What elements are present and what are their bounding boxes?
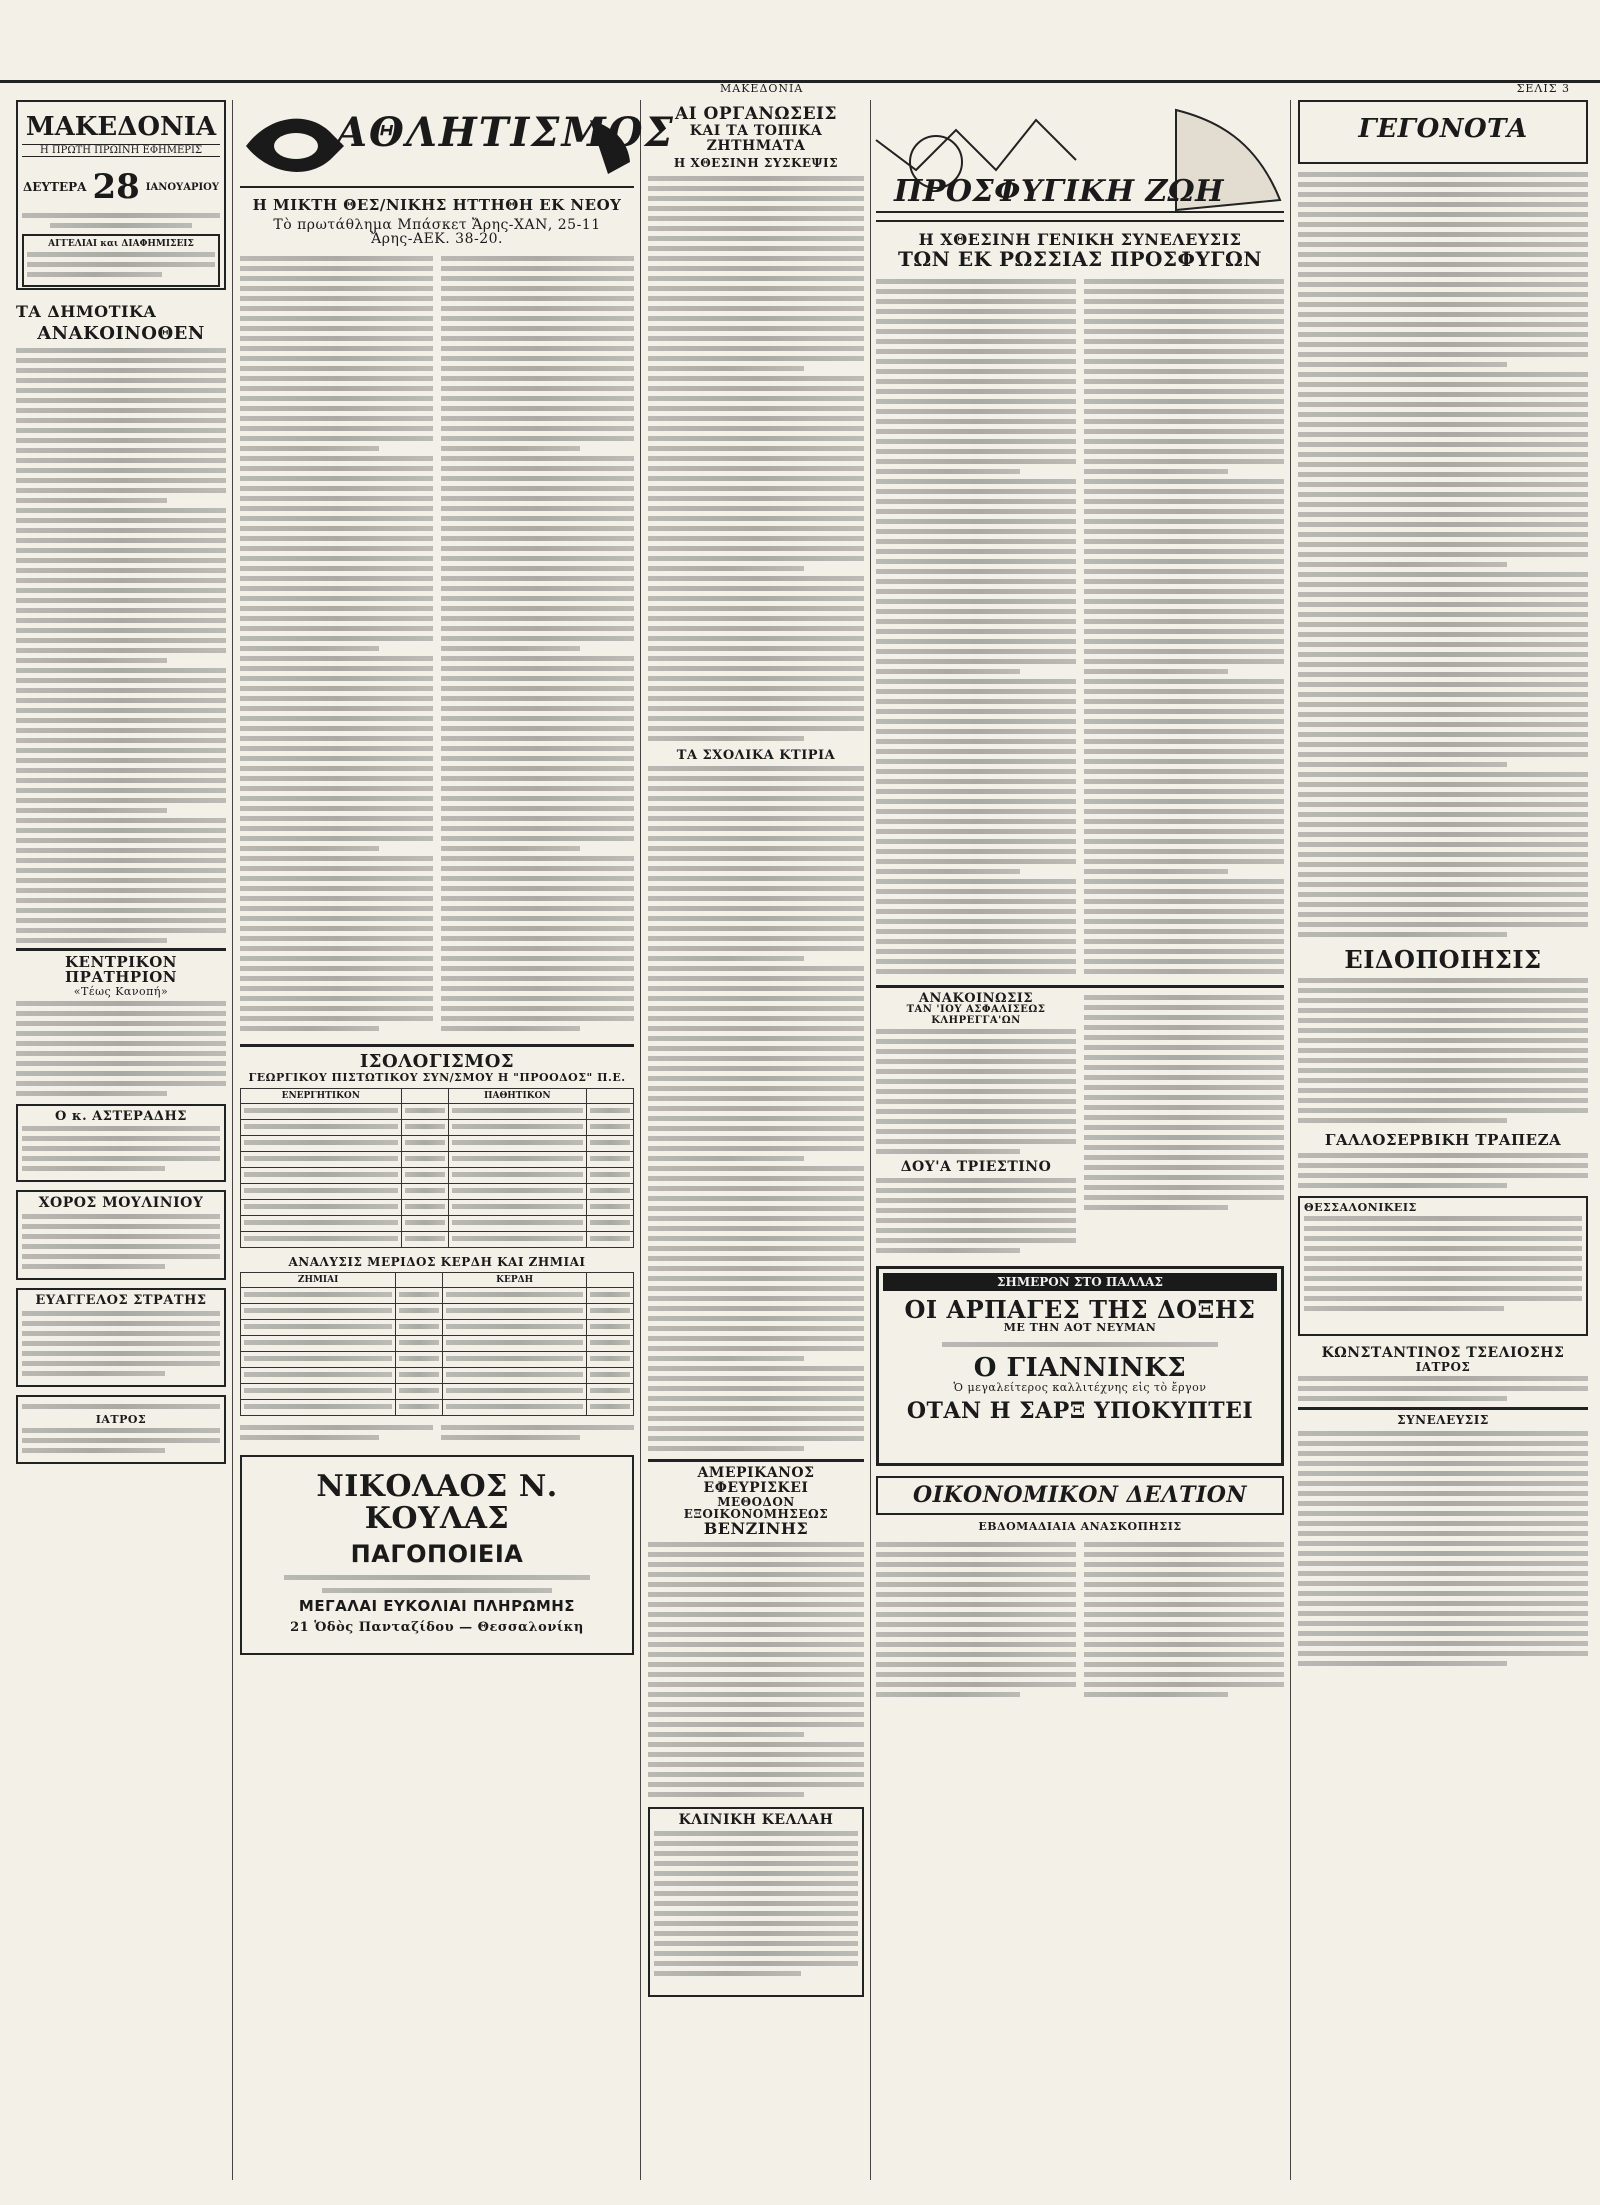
article-subheading: Τὸ πρωτάθλημα Μπάσκετ Ἄρης-ΧΑΝ, 25-11 bbox=[273, 216, 601, 233]
column-rule bbox=[640, 100, 641, 2180]
table-header: ΠΑΘΗΤΙΚΟΝ bbox=[448, 1088, 586, 1103]
column-4 bbox=[876, 100, 1284, 2180]
article-body bbox=[16, 348, 226, 943]
notice-box-title: ΘΕΣΣΑΛΟΝΙΚΕΙΣ bbox=[1304, 1200, 1417, 1214]
refugee-banner-title: ΠΡΟΣΦΥΓΙΚΗ ΖΩΗ bbox=[894, 174, 1224, 209]
doctor-ad-title: ΙΑΤΡΟΣ bbox=[1415, 1359, 1471, 1374]
article-heading: ΑΜΕΡΙΚΑΝΟΣ ΕΦΕΥΡΙΣΚΕΙ bbox=[697, 1465, 815, 1497]
cinema-ad-top: ΣΗΜΕΡΟΝ ΣΤΟ ΠΑΛΛΑΣ bbox=[883, 1273, 1277, 1291]
ad-line: ΜΕΓΑΛΑΙ ΕΥΚΟΛΙΑΙ ΠΛΗΡΩΜΗΣ bbox=[298, 1597, 576, 1616]
table-header: ΕΝΕΡΓΗΤΙΚΟΝ bbox=[241, 1088, 402, 1103]
section-heading: ΤΑ ΔΗΜΟΤΙΚΑ bbox=[16, 302, 157, 321]
sports-banner bbox=[240, 100, 675, 188]
cinema-ad-next: Ο ΓΙΑΝΝΙΝΚΣ bbox=[973, 1352, 1187, 1383]
cinema-ad-title: ΟΙ ΑΡΠΑΓΕΣ ΤΗΣ ΔΟΞΗΣ bbox=[904, 1295, 1256, 1325]
column-1 bbox=[16, 100, 226, 2180]
article-heading: ΑΙ ΟΡΓΑΝΩΣΕΙΣ bbox=[674, 104, 838, 124]
sports-banner-title: ΑΘΛΗΤΙΣΜΟΣ bbox=[336, 109, 675, 156]
ads-box: ΑΓΓΕΛΙΑΙ και ΔΙΑΦΗΜΙΣΕΙΣ bbox=[22, 234, 220, 287]
notice-heading: ΕΙΔΟΠΟΙΗΣΙΣ bbox=[1344, 945, 1542, 974]
ad-box: ΧΟΡΟΣ ΜΟΥΛΙΝΙΟΥ bbox=[16, 1190, 226, 1280]
article-heading: ΔΟΥ'Α ΤΡΙΕΣΤΙΝΟ bbox=[900, 1159, 1052, 1176]
notice-box bbox=[1298, 1196, 1588, 1336]
cinema-ad-subtitle: ΜΕ ΤΗΝ ΑΟΤ ΝΕΥΜΑΝ bbox=[1003, 1321, 1157, 1335]
article-body bbox=[876, 276, 1284, 979]
article-heading: ΑΝΑΚΟΙΝΟΘΕΝ bbox=[37, 322, 205, 344]
issue-day: ΔΕΥΤΕΡΑ bbox=[23, 180, 87, 194]
profit-loss-table bbox=[240, 1272, 634, 1416]
article-subheading: Ἄρης-ΑΕΚ. 38-20. bbox=[371, 231, 503, 248]
article-heading: ΤΑ ΣΧΟΛΙΚΑ ΚΤΙΡΙΑ bbox=[676, 747, 836, 763]
article-subheading: Η ΧΘΕΣΙΝΗ ΣΥΣΚΕΨΙΣ bbox=[673, 156, 839, 171]
news-banner-title: ΓΕΓΟΝΟΤΑ bbox=[1358, 114, 1528, 144]
masthead-box bbox=[16, 100, 226, 290]
article-body bbox=[648, 176, 864, 741]
ad-box: ΙΑΤΡΟΣ bbox=[16, 1395, 226, 1465]
ad-line: 21 Ὁδὸς Πανταζίδου — Θεσσαλονίκη bbox=[290, 1620, 584, 1636]
cinema-ad-note: Ὁ μεγαλείτερος καλλιτέχνης εἰς τὸ ἔργον bbox=[953, 1381, 1207, 1395]
refugee-banner bbox=[876, 100, 1284, 222]
ad-title: ΚΛΙΝΙΚΗ ΚΕΛΛΑΗ bbox=[678, 1811, 834, 1828]
article-heading: Η ΜΙΚΤΗ ΘΕΣ/ΝΙΚΗΣ ΗΤΤΗΘΗ ΕΚ ΝΕΟΥ bbox=[252, 196, 622, 214]
column-rule bbox=[1290, 100, 1291, 2180]
article-subheading: ΕΒΔΟΜΑΔΙΑΙΑ ΑΝΑΣΚΟΠΗΣΙΣ bbox=[978, 1520, 1182, 1534]
column-rule bbox=[232, 100, 233, 2180]
table-header: ΚΕΡΔΗ bbox=[443, 1273, 587, 1288]
paper-title: ΜΑΚΕΔΟΝΙΑ bbox=[25, 112, 217, 142]
news-banner bbox=[1298, 100, 1588, 164]
cinema-ad-feature: ΟΤΑΝ Η ΣΑΡΞ ΥΠΟΚΥΠΤΕΙ bbox=[906, 1397, 1254, 1424]
clinic-ad bbox=[648, 1807, 864, 1997]
column-5 bbox=[1298, 100, 1588, 2180]
article-body bbox=[648, 1542, 864, 1797]
issue-date: 28 bbox=[92, 167, 140, 207]
ad-line: ΠΑΓΟΠΟΙΕΙΑ bbox=[350, 1540, 524, 1569]
ad-box: ΕΥΑΓΓΕΛΟΣ ΣΤΡΑΤΗΣ bbox=[16, 1288, 226, 1387]
balance-sheet-subtitle: ΓΕΩΡΓΙΚΟΥ ΠΙΣΤΩΤΙΚΟΥ ΣΥΝ/ΣΜΟΥ Η "ΠΡΟΟΔΟΣ" Π.Ε. bbox=[248, 1071, 626, 1085]
article-body bbox=[648, 766, 864, 1451]
ad-subheading: «Τέως Κανοπή» bbox=[73, 985, 169, 999]
table-header: ΖΗΜΙΑΙ bbox=[241, 1273, 396, 1288]
issue-month: ΙΑΝΟΥΑΡΙΟΥ bbox=[145, 181, 219, 193]
article-heading: Η ΧΘΕΣΙΝΗ ΓΕΝΙΚΗ ΣΥΝΕΛΕΥΣΙΣ bbox=[918, 230, 1242, 249]
running-header bbox=[0, 82, 1600, 98]
ice-factory-ad bbox=[240, 1455, 634, 1655]
analysis-title: ΑΝΑΛΥΣΙΣ ΜΕΡΙΔΟΣ ΚΕΡΔΗ ΚΑΙ ΖΗΜΙΑΙ bbox=[288, 1254, 586, 1269]
page-number: ΣΕΛΙΣ 3 bbox=[1516, 82, 1570, 95]
column-2 bbox=[240, 100, 675, 2180]
economic-bulletin-title: ΟΙΚΟΝΟΜΙΚΟΝ ΔΕΛΤΙΟΝ bbox=[912, 1482, 1248, 1509]
balance-sheet-table bbox=[240, 1088, 634, 1248]
article-heading: ΣΥΝΕΛΕΥΣΙΣ bbox=[1397, 1413, 1489, 1428]
article-heading: ΓΑΛΛΟΣΕΡΒΙΚΗ ΤΡΑΠΕΖΑ bbox=[1324, 1131, 1562, 1150]
article-body bbox=[876, 1539, 1284, 1702]
article-heading: ΤΩΝ ΕΚ ΡΩΣΣΙΑΣ ΠΡΟΣΦΥΓΩΝ bbox=[897, 246, 1263, 271]
article-subheading: ΒΕΝΖΙΝΗΣ bbox=[703, 1519, 809, 1539]
ad-box: Ο κ. ΑΣΤΕΡΑΔΗΣ bbox=[16, 1104, 226, 1183]
balance-sheet-title: ΙΣΟΛΟΓΙΣΜΟΣ bbox=[359, 1051, 515, 1073]
article-body bbox=[240, 253, 634, 1036]
cinema-ad bbox=[876, 1266, 1284, 1466]
column-3 bbox=[648, 100, 864, 2180]
doctor-ad-name: ΚΩΝΣΤΑΝΤΙΝΟΣ ΤΣΕΛΙΟΣΗΣ bbox=[1321, 1344, 1565, 1361]
paper-subtitle: Η ΠΡΩΤΗ ΠΡΩΙΝΗ ΕΦΗΜΕΡΙΣ bbox=[22, 144, 220, 157]
ad-title: ΝΙΚΟΛΑΟΣ Ν. ΚΟΥΛΑΣ bbox=[316, 1469, 558, 1536]
economic-bulletin-banner bbox=[876, 1476, 1284, 1515]
article-heading: ΚΑΙ ΤΑ ΤΟΠΙΚΑ ΖΗΤΗΜΑΤΑ bbox=[689, 122, 823, 154]
column-rule bbox=[870, 100, 871, 2180]
article-subheading: ΤΑΝ 'ΙΟΥ ΑΣΦΑΛΙΣΕΩΣ ΚΛΗΡΕΓΓΑ'ΩΝ bbox=[906, 1004, 1046, 1026]
running-header-title: ΜΑΚΕΔΟΝΙΑ bbox=[720, 82, 804, 95]
ad-heading: ΚΕΝΤΡΙΚΟΝ ΠΡΑΤΗΡΙΟΝ bbox=[65, 952, 177, 987]
article-subheading: ΜΕΘΟΔΟΝ ΕΞΟΙΚΟΝΟΜΗΣΕΩΣ bbox=[683, 1494, 829, 1522]
article-heading: ΑΝΑΚΟΙΝΩΣΙΣ bbox=[918, 990, 1034, 1006]
article-body bbox=[1298, 172, 1588, 937]
